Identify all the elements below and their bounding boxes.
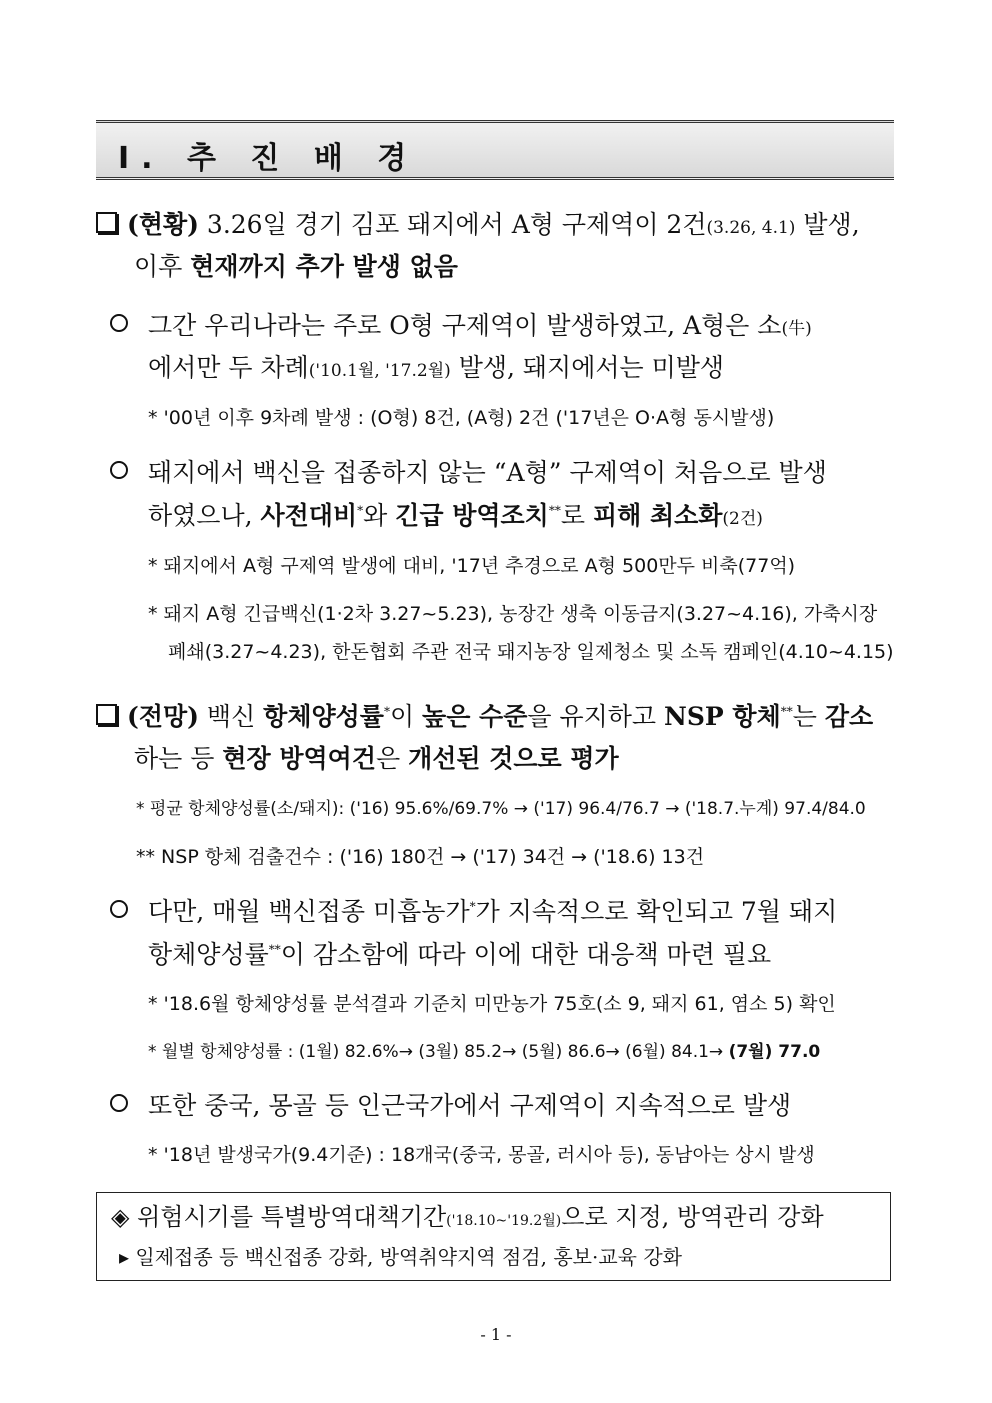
text-bold: 피해 최소화 <box>592 501 723 530</box>
text-bold: 현장 방역여건 <box>222 744 376 773</box>
note-5: ** NSP 항체 검출건수 : ('16) 180건 → ('17) 34건 → ('18.6) 13건 <box>136 846 705 868</box>
section-title-box <box>96 120 894 180</box>
circle-item-2-line1 <box>110 460 827 485</box>
text: 다만, 매월 백신접종 미흡농가 <box>148 897 470 926</box>
footnote-mark: ** <box>780 704 793 719</box>
circle-item-4-line1 <box>110 1093 791 1118</box>
text: 발생, 돼지에서는 미발생 <box>450 353 725 382</box>
text-bold: 항체양성률 <box>263 702 384 731</box>
text: 또한 중국, 몽골 등 인근국가에서 구제역이 지속적으로 발생 <box>148 1091 792 1120</box>
note-2: * 돼지에서 A형 구제역 발생에 대비, '17년 추경으로 A형 500만두 비축(77억) <box>148 555 796 577</box>
text: 항체양성률 <box>148 940 269 969</box>
footnote-mark: * <box>469 899 476 914</box>
heading-current: (현황) <box>127 210 199 239</box>
text: 으로 지정, 방역관리 강화 <box>561 1203 824 1231</box>
summary-line1 <box>111 1205 824 1229</box>
note-6: * '18.6월 항체양성률 분석결과 기준치 미만농가 75호(소 9, 돼지 61, 염소 5) 확인 <box>148 993 836 1015</box>
text-bold: 현재까지 추가 발생 없음 <box>190 252 458 281</box>
text-bold: 긴급 방역조치 <box>395 501 549 530</box>
diamond-icon: ◈ <box>111 1203 130 1231</box>
text-bold: 개선된 것으로 평가 <box>408 744 619 773</box>
text: * 월별 항체양성률 : (1월) 82.6%→ (3월) 85.2→ (5월) 86.6→ (6월) 84.1→ <box>148 1042 729 1062</box>
circle-item-3-line1 <box>110 899 837 924</box>
text: 이후 <box>134 252 191 281</box>
note-1: * '00년 이후 9차례 발생 : (O형) 8건, (A형) 2건 ('17년은 O·A형 동시발생) <box>148 407 775 429</box>
footnote-mark: ** <box>548 503 561 518</box>
circle-item-3-line2 <box>148 942 771 967</box>
footnote-mark: ** <box>268 942 281 957</box>
text: 이 감소함에 따라 이에 대한 대응책 마련 필요 <box>280 940 772 969</box>
circle-bullet-icon <box>110 1094 128 1112</box>
circle-bullet-icon <box>110 314 128 332</box>
text: 일제접종 등 백신접종 강화, 방역취약지역 점검, 홍보·교육 강화 <box>135 1245 682 1269</box>
text: 을 유지하고 <box>527 702 665 731</box>
square-bullet-icon <box>96 704 117 725</box>
footnote-mark: * <box>383 704 390 719</box>
section-title: Ⅰ. 추 진 배 경 <box>118 141 419 176</box>
text: 로 <box>560 501 593 530</box>
text: 하는 등 <box>134 744 223 773</box>
text: 와 <box>363 501 396 530</box>
text-bold: (7월) 77.0 <box>728 1042 821 1062</box>
square-bullet-icon <box>96 212 117 233</box>
text-small: (牛) <box>781 319 812 339</box>
summary-box <box>96 1192 891 1281</box>
text-bold: 감소 <box>824 702 874 731</box>
text: 하였으나, <box>148 501 261 530</box>
text-small: (2건) <box>722 509 763 529</box>
text: 백신 <box>198 702 264 731</box>
text-small: ('18.10~'19.2월) <box>446 1213 562 1229</box>
arrow-right-icon: ▸ <box>119 1245 130 1269</box>
bullet-outlook-line2 <box>134 746 619 771</box>
circle-item-2-line2 <box>148 503 763 528</box>
note-7 <box>148 1044 820 1061</box>
text: 에서만 두 차례 <box>148 353 309 382</box>
text: 돼지에서 백신을 접종하지 않는 “A형” 구제역이 처음으로 발생 <box>148 458 827 487</box>
circle-item-1-line2 <box>148 355 724 380</box>
text: 가 지속적으로 확인되고 7월 돼지 <box>475 897 838 926</box>
text-bold: NSP 항체 <box>664 702 781 731</box>
note-3-line2: 폐쇄(3.27~4.23), 한돈협회 주관 전국 돼지농장 일제청소 및 소독 캠페인(4.10~4.15) <box>168 641 894 663</box>
bullet-outlook-line1 <box>96 704 873 729</box>
note-4: * 평균 항체양성률(소/돼지): ('16) 95.6%/69.7% → ('17) 96.4/76.7 → ('18.7.누계) 97.4/84.0 <box>136 799 866 819</box>
page-number: - 1 - <box>480 1325 512 1344</box>
bullet-current-status-line2 <box>134 254 458 279</box>
bullet-current-status-line1 <box>96 212 860 237</box>
text: 3.26일 경기 김포 돼지에서 A형 구제역이 2건 <box>198 210 707 239</box>
summary-line2 <box>119 1247 682 1267</box>
circle-bullet-icon <box>110 461 128 479</box>
text: 그간 우리나라는 주로 O형 구제역이 발생하였고, A형은 소 <box>148 311 782 340</box>
text: 이 <box>389 702 423 731</box>
text-small: ('10.1월, '17.2월) <box>308 361 451 381</box>
circle-bullet-icon <box>110 900 128 918</box>
text-bold: 높은 수준 <box>422 702 528 731</box>
text-bold: 사전대비 <box>260 501 358 530</box>
text: 발생, <box>795 210 860 239</box>
text-small: (3.26, 4.1) <box>706 218 796 238</box>
heading-outlook: (전망) <box>127 702 199 731</box>
circle-item-1-line1 <box>110 313 812 338</box>
text: 는 <box>792 702 825 731</box>
note-3-line1: * 돼지 A형 긴급백신(1·2차 3.27~5.23), 농장간 생축 이동금지(3.27~4.16), 가축시장 <box>148 603 878 625</box>
text: 은 <box>375 744 409 773</box>
note-8: * '18년 발생국가(9.4기준) : 18개국(중국, 몽골, 러시아 등), 동남아는 상시 발생 <box>148 1144 815 1166</box>
footnote-mark: * <box>357 503 364 518</box>
text: 위험시기를 특별방역대책기간 <box>137 1203 447 1231</box>
